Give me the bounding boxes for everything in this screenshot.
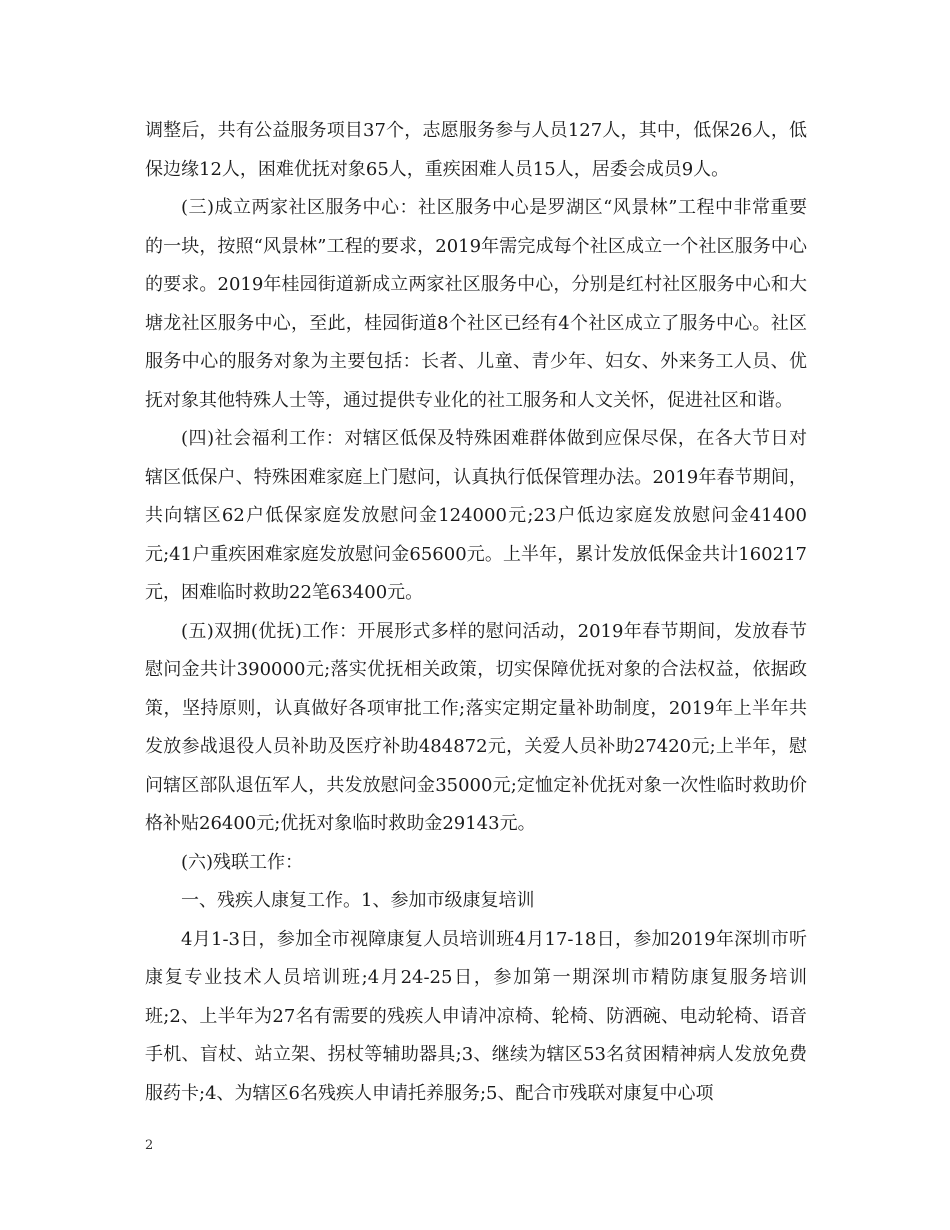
paragraph-5: (六)残联工作： bbox=[181, 851, 304, 873]
paragraph-7: 4月1-3日，参加全市视障康复人员培训班4月17-18日，参加2019年深圳市听康复专业技术人员培训班;4月24-25日，参加第一期深圳市精防康复服务培训班;2、上半年为27名有需要的残疾人申请冲凉椅、轮椅、防洒碗、电动轮椅、语音手机、盲杖、站立架、拐杖等辅助器具;3、继续为辖区53名贫困精神病人发放免费服药卡;4、为辖区6名残疾人申请托养服务;5、配合市残联对康复中心项 bbox=[145, 928, 807, 1104]
paragraph-4: (五)双拥(优抚)工作：开展形式多样的慰问活动，2019年春节期间，发放春节慰问金共计390000元;落实优抚相关政策，切实保障优抚对象的合法权益，依据政策，坚持原则，认真做好各项审批工作;落实定期定量补助制度，2019年上半年共发放参战退役人员补助及医疗补助484872元，关爱人员补助27420元;上半年，慰问辖区部队退伍军人，共发放慰问金35000元;定恤定补优抚对象一次性临时救助价格补贴26400元;优抚对象临时救助金29143元。 bbox=[145, 620, 807, 834]
document-body bbox=[145, 112, 807, 1113]
paragraph-6: 一、残疾人康复工作。1、参加市级康复培训 bbox=[181, 890, 535, 911]
paragraph-3: (四)社会福利工作：对辖区低保及特殊困难群体做到应保尽保，在各大节日对辖区低保户、特殊困难家庭上门慰问，认真执行低保管理办法。2019年春节期间，共向辖区62户低保家庭发放慰问金124000元;23户低边家庭发放慰问金41400元;41户重疾困难家庭发放慰问金65600元。上半年，累计发放低保金共计160217元，困难临时救助22笔63400元。 bbox=[145, 428, 807, 603]
page-number: 2 bbox=[145, 1138, 154, 1153]
paragraph-1: 调整后，共有公益服务项目37个，志愿服务参与人员127人，其中，低保26人，低保边缘12人，困难优抚对象65人，重疾困难人员15人，居委会成员9人。 bbox=[145, 120, 807, 180]
paragraph-2: (三)成立两家社区服务中心：社区服务中心是罗湖区“风景林”工程中非常重要的一块，按照“风景林”工程的要求，2019年需完成每个社区成立一个社区服务中心的要求。2019年桂园街道新成立两家社区服务中心，分别是红村社区服务中心和大塘龙社区服务中心，至此，桂园街道8个社区已经有4个社区成立了服务中心。社区服务中心的服务对象为主要包括：长者、儿童、青少年、妇女、外来务工人员、优抚对象其他特殊人士等，通过提供专业化的社工服务和人文关怀，促进社区和谐。 bbox=[145, 197, 807, 411]
